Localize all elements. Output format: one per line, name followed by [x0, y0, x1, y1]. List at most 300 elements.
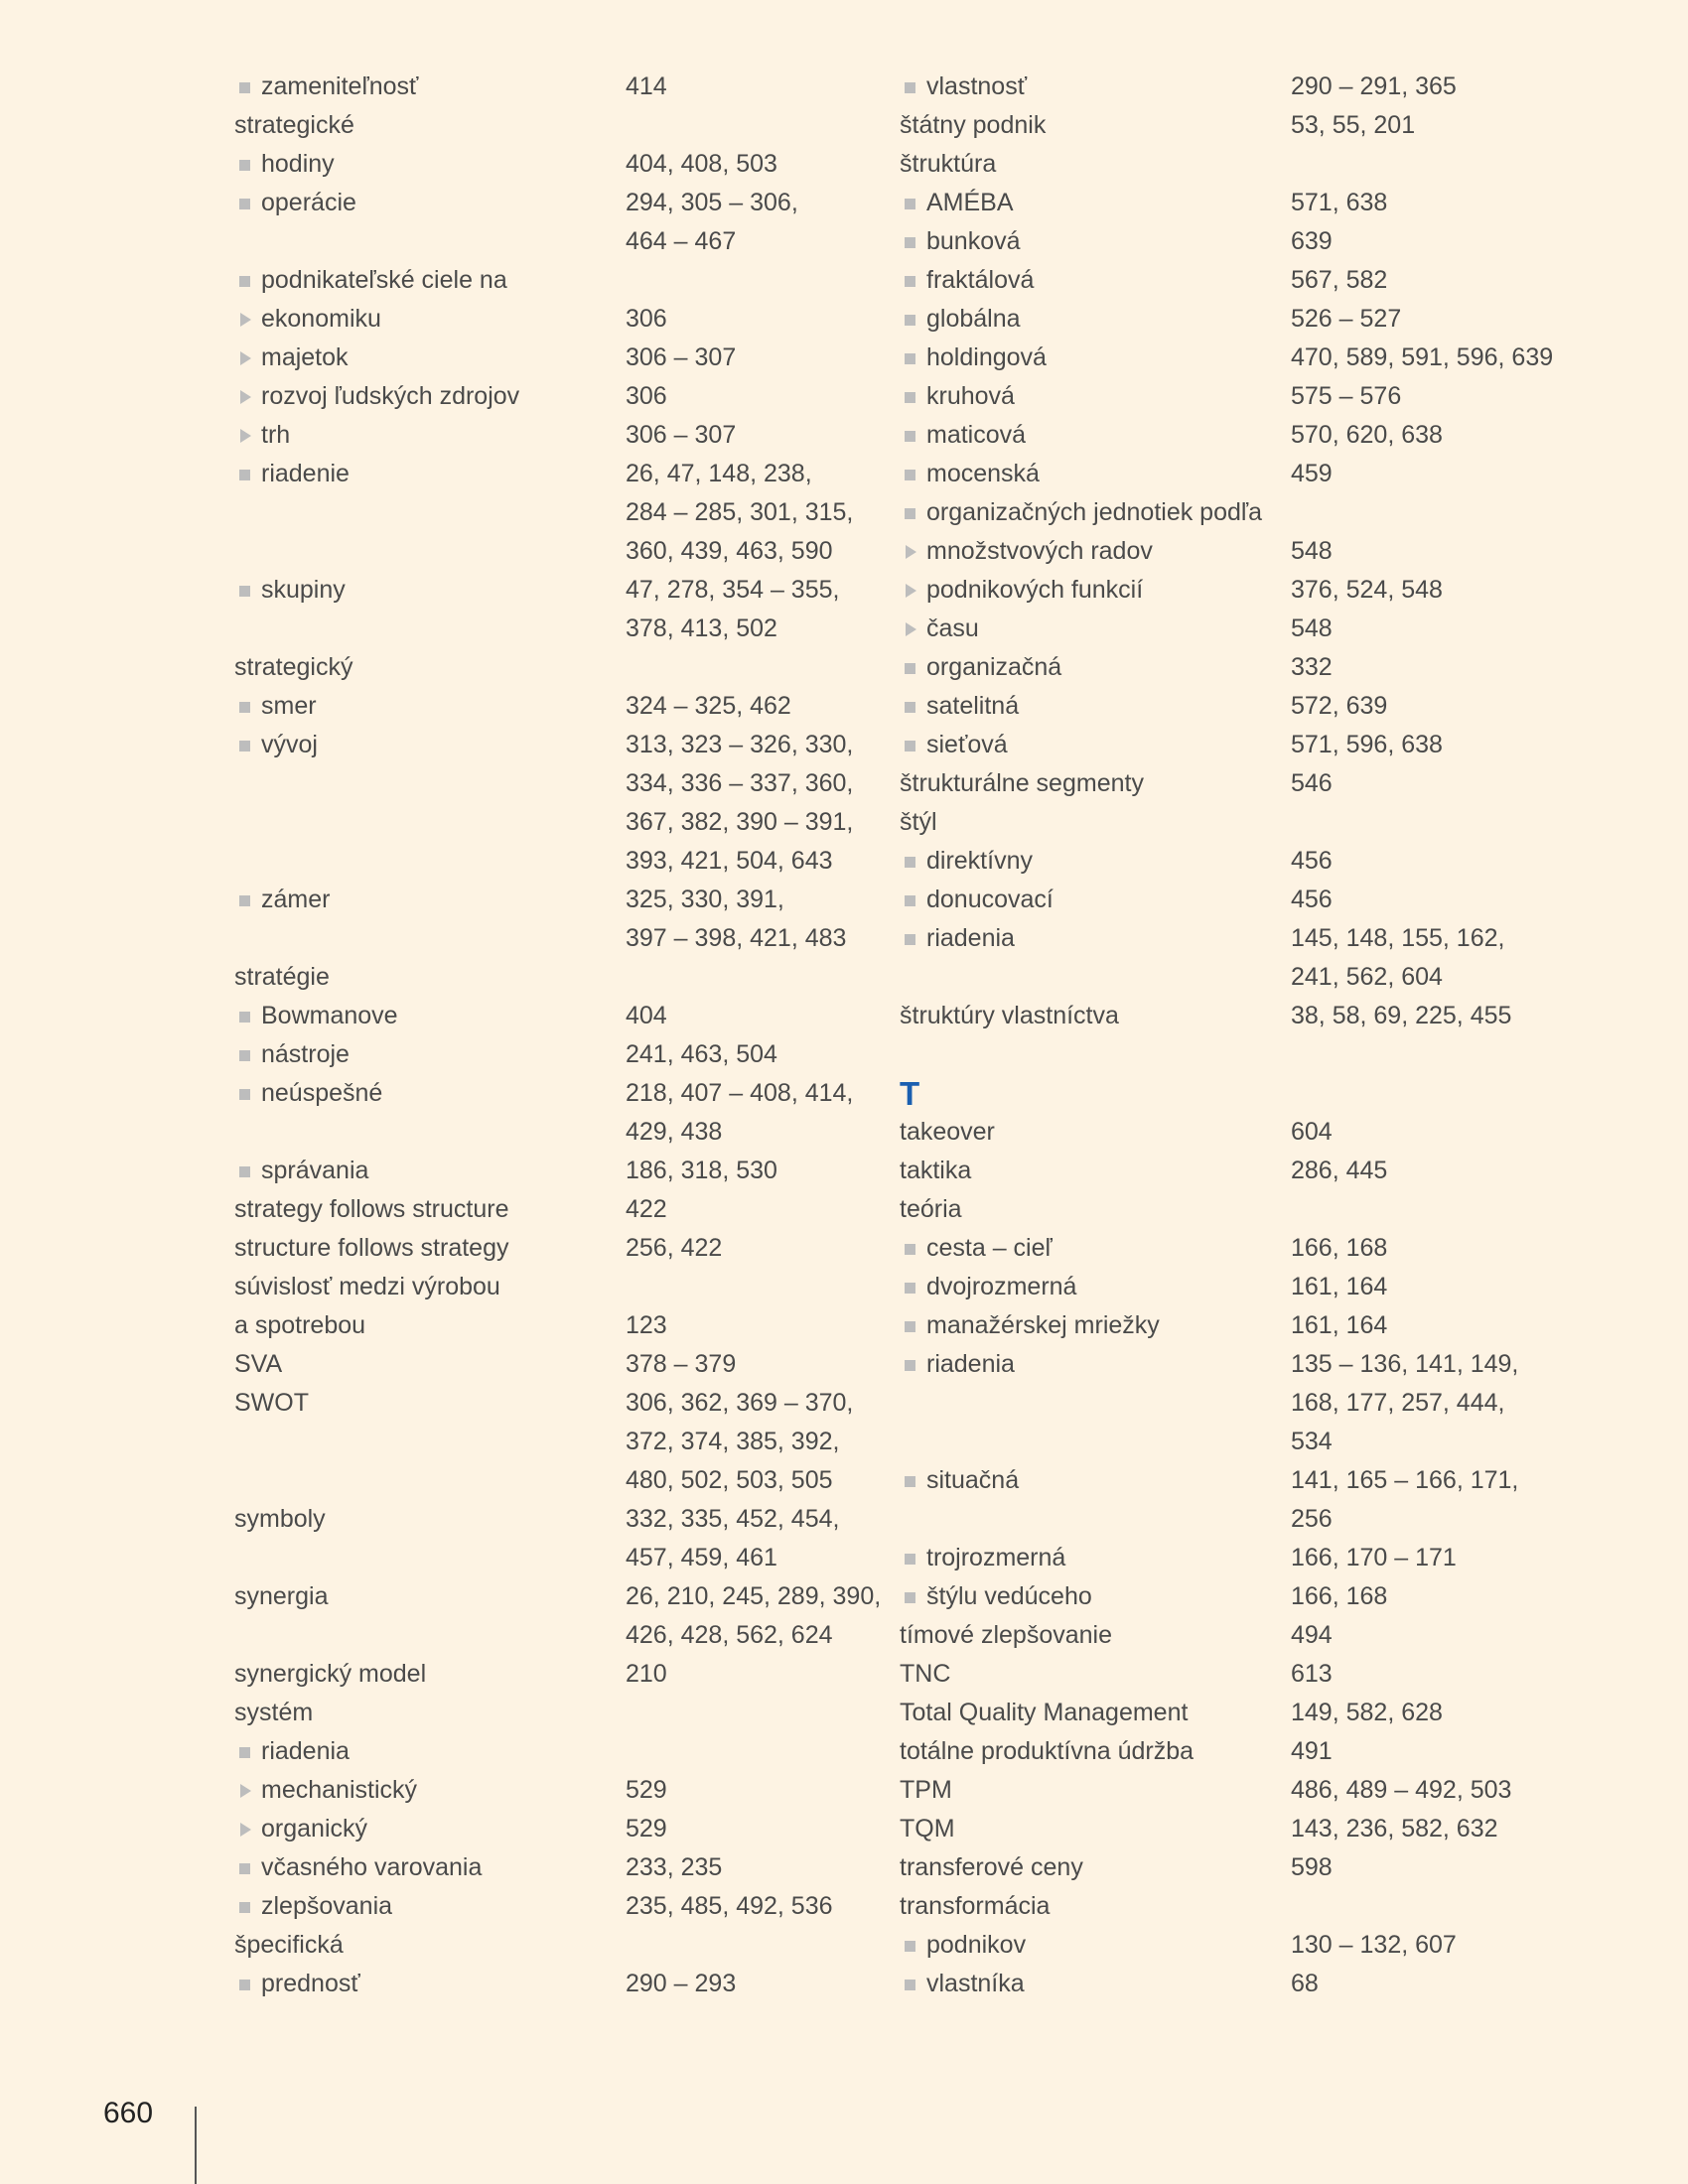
index-term: včasného varovania — [261, 1853, 483, 1881]
index-entry-continuation — [234, 842, 870, 881]
square-bullet-icon — [900, 1461, 926, 1500]
index-subentry — [900, 455, 1535, 493]
square-bullet-icon — [900, 1306, 926, 1345]
index-entry-continuation — [900, 958, 1535, 997]
index-entry — [900, 1113, 1535, 1152]
index-subentry — [900, 1539, 1535, 1577]
index-entry — [900, 803, 1535, 842]
index-term: štátny podnik — [900, 111, 1047, 139]
index-page-refs: 325, 330, 391, — [626, 886, 784, 913]
index-subentry — [900, 1577, 1535, 1616]
index-entry — [234, 1190, 870, 1229]
index-term: prednosť — [261, 1970, 360, 1997]
triangle-bullet-icon — [900, 610, 926, 648]
index-entry — [234, 1694, 870, 1732]
index-subentry — [900, 339, 1554, 377]
index-subentry — [234, 339, 870, 377]
index-subentry — [900, 1926, 1535, 1965]
index-page-refs: 393, 421, 504, 643 — [626, 847, 833, 875]
square-bullet-icon — [234, 881, 261, 919]
index-page-refs: 123 — [626, 1311, 667, 1339]
index-term: skupiny — [261, 576, 346, 604]
index-page-refs: 145, 148, 155, 162, — [1291, 924, 1505, 952]
square-bullet-icon — [900, 493, 926, 532]
index-subentry — [900, 184, 1535, 222]
index-entry — [900, 106, 1535, 145]
index-term: štýl — [900, 808, 937, 836]
index-page-refs: 284 – 285, 301, 315, — [626, 498, 854, 526]
index-page-refs: 332, 335, 452, 454, — [626, 1505, 840, 1533]
page-number: 660 — [103, 2097, 154, 2129]
index-term: holdingová — [926, 343, 1047, 371]
index-entry-continuation — [900, 1423, 1535, 1461]
square-bullet-icon — [900, 726, 926, 764]
triangle-bullet-icon — [234, 416, 261, 455]
index-page-refs: 168, 177, 257, 444, — [1291, 1389, 1505, 1417]
index-term: direktívny — [926, 847, 1033, 875]
index-page-refs: 598 — [1291, 1853, 1333, 1881]
square-bullet-icon — [234, 455, 261, 493]
triangle-bullet-icon — [234, 339, 261, 377]
index-page-refs: 548 — [1291, 537, 1333, 565]
index-page-refs: 567, 582 — [1291, 266, 1388, 294]
index-term: kruhová — [926, 382, 1015, 410]
footer-divider — [195, 2107, 197, 2184]
square-bullet-icon — [234, 687, 261, 726]
index-subentry — [900, 881, 1535, 919]
index-page-refs: 143, 236, 582, 632 — [1291, 1815, 1498, 1843]
index-page-refs: 141, 165 – 166, 171, — [1291, 1466, 1519, 1494]
index-page-refs: 135 – 136, 141, 149, — [1291, 1350, 1519, 1378]
index-term: a spotrebou — [234, 1311, 366, 1339]
index-term: organický — [261, 1815, 367, 1843]
index-page-refs: 294, 305 – 306, — [626, 189, 798, 216]
square-bullet-icon — [234, 571, 261, 610]
index-subentry — [234, 881, 870, 919]
index-term: takeover — [900, 1118, 995, 1146]
square-bullet-icon — [900, 416, 926, 455]
index-subentry — [900, 300, 1535, 339]
index-page-refs: 378, 413, 502 — [626, 614, 777, 642]
index-term: mocenská — [926, 460, 1040, 487]
index-page-refs: 456 — [1291, 886, 1333, 913]
square-bullet-icon — [234, 68, 261, 106]
index-page-refs: 422 — [626, 1195, 667, 1223]
index-page-refs: 306 – 307 — [626, 421, 737, 449]
index-subentry — [900, 648, 1535, 687]
index-entry-continuation — [234, 1616, 870, 1655]
index-page-refs: 166, 170 – 171 — [1291, 1544, 1457, 1571]
index-subentry — [234, 416, 870, 455]
index-page-refs: 47, 278, 354 – 355, — [626, 576, 840, 604]
index-page-refs: 256, 422 — [626, 1234, 723, 1262]
index-term: sieťová — [926, 731, 1008, 758]
index-page-refs: 376, 524, 548 — [1291, 576, 1443, 604]
index-page-refs: 149, 582, 628 — [1291, 1699, 1443, 1726]
index-page-refs: 241, 562, 604 — [1291, 963, 1443, 991]
index-term: TNC — [900, 1660, 951, 1688]
square-bullet-icon — [234, 1965, 261, 2003]
index-subentry — [900, 68, 1535, 106]
index-page-refs: 429, 438 — [626, 1118, 723, 1146]
index-entry — [900, 1810, 1535, 1848]
square-bullet-icon — [234, 1848, 261, 1887]
index-page-refs: 161, 164 — [1291, 1311, 1388, 1339]
index-entry — [900, 1694, 1535, 1732]
triangle-bullet-icon — [900, 571, 926, 610]
square-bullet-icon — [234, 997, 261, 1035]
index-term: organizačná — [926, 653, 1062, 681]
index-term: hodiny — [261, 150, 335, 178]
index-term: SWOT — [234, 1389, 309, 1417]
index-entry-continuation — [900, 1500, 1535, 1539]
index-column-right — [900, 68, 1554, 2003]
index-term: transformácia — [900, 1892, 1051, 1920]
index-entry — [900, 997, 1535, 1035]
index-page-refs: 571, 638 — [1291, 189, 1388, 216]
index-subentry — [900, 1306, 1535, 1345]
index-subentry — [900, 571, 1535, 610]
index-term: operácie — [261, 189, 356, 216]
triangle-bullet-icon — [234, 1810, 261, 1848]
index-page-refs: 546 — [1291, 769, 1333, 797]
square-bullet-icon — [234, 184, 261, 222]
index-entry-continuation — [234, 1423, 870, 1461]
index-subentry — [234, 1732, 870, 1771]
index-page-refs: 26, 47, 148, 238, — [626, 460, 812, 487]
index-subentry — [234, 455, 870, 493]
index-term: transferové ceny — [900, 1853, 1083, 1881]
index-subentry — [234, 571, 870, 610]
index-term: neúspešné — [261, 1079, 383, 1107]
index-term: satelitná — [926, 692, 1020, 720]
index-term: správania — [261, 1157, 369, 1184]
square-bullet-icon — [900, 842, 926, 881]
index-subentry — [900, 1965, 1535, 2003]
index-term: riadenia — [261, 1737, 350, 1765]
triangle-bullet-icon — [234, 377, 261, 416]
index-subentry — [234, 300, 870, 339]
index-subentry — [900, 1345, 1535, 1384]
index-term: totálne produktívna údržba — [900, 1737, 1195, 1765]
square-bullet-icon — [234, 1152, 261, 1190]
index-term: súvislosť medzi výrobou — [234, 1273, 500, 1300]
index-page-refs: 218, 407 – 408, 414, — [626, 1079, 854, 1107]
square-bullet-icon — [900, 377, 926, 416]
index-entry-continuation — [234, 803, 870, 842]
index-term: Total Quality Management — [900, 1699, 1189, 1726]
square-bullet-icon — [900, 68, 926, 106]
index-subentry — [900, 1229, 1535, 1268]
index-entry-continuation — [234, 532, 870, 571]
index-subentry — [234, 1771, 870, 1810]
index-term: podnikateľské ciele na — [261, 266, 507, 294]
index-page-refs: 378 – 379 — [626, 1350, 737, 1378]
index-term: mechanistický — [261, 1776, 417, 1804]
index-term: množstvových radov — [926, 537, 1153, 565]
index-page-refs: 161, 164 — [1291, 1273, 1388, 1300]
index-page-refs: 570, 620, 638 — [1291, 421, 1443, 449]
index-page-refs: 360, 439, 463, 590 — [626, 537, 833, 565]
index-subentry — [234, 687, 870, 726]
index-term: ekonomiku — [261, 305, 381, 333]
index-term: zámer — [261, 886, 331, 913]
index-entry — [234, 1577, 882, 1616]
square-bullet-icon — [234, 1732, 261, 1771]
index-page-refs: 534 — [1291, 1428, 1333, 1455]
index-subentry — [234, 1810, 870, 1848]
index-subentry — [900, 687, 1535, 726]
index-page-refs: 324 – 325, 462 — [626, 692, 791, 720]
index-entry — [234, 958, 870, 997]
index-term: trojrozmerná — [926, 1544, 1066, 1571]
index-subentry — [234, 1035, 870, 1074]
index-term: manažérskej mriežky — [926, 1311, 1160, 1339]
square-bullet-icon — [900, 1268, 926, 1306]
index-page-refs: 367, 382, 390 – 391, — [626, 808, 854, 836]
index-subentry — [900, 726, 1535, 764]
index-subentry — [234, 145, 870, 184]
index-entry — [234, 1655, 870, 1694]
index-page-refs: 233, 235 — [626, 1853, 723, 1881]
square-bullet-icon — [900, 300, 926, 339]
index-page-refs: 186, 318, 530 — [626, 1157, 777, 1184]
index-term: štruktúry vlastníctva — [900, 1002, 1119, 1029]
index-term: Bowmanove — [261, 1002, 398, 1029]
index-entry — [900, 1732, 1535, 1771]
index-term: structure follows strategy — [234, 1234, 509, 1262]
index-column-left — [234, 68, 882, 2003]
index-entry — [900, 1655, 1535, 1694]
index-term: riadenia — [926, 924, 1015, 952]
square-bullet-icon — [234, 261, 261, 300]
square-bullet-icon — [234, 1887, 261, 1926]
index-subentry — [900, 377, 1535, 416]
index-entry-continuation — [234, 764, 870, 803]
index-entry — [900, 1152, 1535, 1190]
square-bullet-icon — [234, 1074, 261, 1113]
index-term: nástroje — [261, 1040, 350, 1068]
index-entry — [900, 1616, 1535, 1655]
index-subentry — [900, 416, 1535, 455]
index-entry — [234, 1926, 870, 1965]
index-page-refs: 480, 502, 503, 505 — [626, 1466, 833, 1494]
index-entry — [900, 764, 1535, 803]
index-subentry — [234, 184, 870, 222]
index-entry — [900, 1771, 1535, 1810]
index-page-refs: 38, 58, 69, 225, 455 — [1291, 1002, 1512, 1029]
index-subentry — [234, 261, 870, 300]
index-term: strategický — [234, 653, 353, 681]
index-term: riadenia — [926, 1350, 1015, 1378]
index-page-refs: 414 — [626, 72, 667, 100]
section-letter-heading: T — [900, 1075, 920, 1112]
index-entry — [234, 1500, 870, 1539]
index-term: tímové zlepšovanie — [900, 1621, 1113, 1649]
index-page-refs: 332 — [1291, 653, 1333, 681]
index-term: podnikov — [926, 1931, 1027, 1959]
index-subentry — [234, 1887, 870, 1926]
square-bullet-icon — [900, 1926, 926, 1965]
index-page-refs: 575 – 576 — [1291, 382, 1402, 410]
index-term: cesta – cieľ — [926, 1234, 1053, 1262]
index-page-refs: 256 — [1291, 1505, 1333, 1533]
index-page-refs: 306, 362, 369 – 370, — [626, 1389, 854, 1417]
index-page-refs: 604 — [1291, 1118, 1333, 1146]
square-bullet-icon — [234, 1035, 261, 1074]
section-spacer — [900, 1035, 1535, 1074]
index-subentry — [234, 726, 870, 764]
index-term: riadenie — [261, 460, 350, 487]
index-term: času — [926, 614, 979, 642]
square-bullet-icon — [900, 1965, 926, 2003]
index-term: špecifická — [234, 1931, 344, 1959]
square-bullet-icon — [900, 184, 926, 222]
index-entry-continuation — [234, 493, 870, 532]
square-bullet-icon — [900, 455, 926, 493]
index-entry-continuation — [234, 919, 870, 958]
index-page-refs: 397 – 398, 421, 483 — [626, 924, 847, 952]
index-term: donucovací — [926, 886, 1054, 913]
index-entry-continuation — [234, 1113, 870, 1152]
index-entry — [234, 1384, 870, 1423]
index-page-refs: 235, 485, 492, 536 — [626, 1892, 833, 1920]
index-term: vlastníka — [926, 1970, 1025, 1997]
index-page-refs: 426, 428, 562, 624 — [626, 1621, 833, 1649]
index-page-refs: 404 — [626, 1002, 667, 1029]
index-term: synergia — [234, 1582, 329, 1610]
index-page-refs: 456 — [1291, 847, 1333, 875]
index-page-refs: 486, 489 – 492, 503 — [1291, 1776, 1512, 1804]
index-subentry — [900, 610, 1535, 648]
index-entry — [900, 1848, 1535, 1887]
index-term: bunková — [926, 227, 1021, 255]
index-page-refs: 306 – 307 — [626, 343, 737, 371]
square-bullet-icon — [900, 919, 926, 958]
square-bullet-icon — [900, 1539, 926, 1577]
square-bullet-icon — [900, 339, 926, 377]
index-entry — [234, 648, 870, 687]
index-page-refs: 290 – 293 — [626, 1970, 737, 1997]
index-term: TQM — [900, 1815, 955, 1843]
index-page-refs: 548 — [1291, 614, 1333, 642]
index-page-refs: 470, 589, 591, 596, 639 — [1291, 343, 1554, 371]
index-entry — [234, 106, 870, 145]
square-bullet-icon — [900, 1229, 926, 1268]
index-entry-continuation — [234, 1461, 870, 1500]
index-term: maticová — [926, 421, 1027, 449]
index-subentry — [234, 1152, 870, 1190]
index-page-refs: 571, 596, 638 — [1291, 731, 1443, 758]
square-bullet-icon — [900, 261, 926, 300]
index-term: podnikových funkcií — [926, 576, 1144, 604]
index-page-refs: 529 — [626, 1776, 667, 1804]
index-term: zameniteľnosť — [261, 72, 419, 100]
index-page-refs: 241, 463, 504 — [626, 1040, 777, 1068]
square-bullet-icon — [234, 726, 261, 764]
index-page-refs: 166, 168 — [1291, 1234, 1388, 1262]
index-term: zlepšovania — [261, 1892, 393, 1920]
index-subentry — [900, 493, 1535, 532]
index-term: organizačných jednotiek podľa — [926, 498, 1263, 526]
index-term: strategické — [234, 111, 354, 139]
index-page-refs: 372, 374, 385, 392, — [626, 1428, 840, 1455]
index-page-refs: 26, 210, 245, 289, 390, — [626, 1582, 882, 1610]
index-entry-continuation — [234, 610, 870, 648]
square-bullet-icon — [900, 1345, 926, 1384]
index-term: situačná — [926, 1466, 1020, 1494]
index-page-refs: 464 – 467 — [626, 227, 737, 255]
index-page-refs: 491 — [1291, 1737, 1333, 1765]
index-entry-continuation — [900, 1384, 1535, 1423]
triangle-bullet-icon — [234, 1771, 261, 1810]
index-page-refs: 404, 408, 503 — [626, 150, 777, 178]
index-subentry — [234, 1074, 870, 1113]
index-subentry — [900, 1268, 1535, 1306]
index-entry — [234, 1306, 870, 1345]
index-page-refs: 334, 336 – 337, 360, — [626, 769, 854, 797]
square-bullet-icon — [234, 145, 261, 184]
index-page-refs: 210 — [626, 1660, 667, 1688]
index-term: dvojrozmerná — [926, 1273, 1077, 1300]
triangle-bullet-icon — [234, 300, 261, 339]
index-term: štýlu vedúceho — [926, 1582, 1092, 1610]
index-entry — [234, 1229, 870, 1268]
index-subentry — [900, 222, 1535, 261]
index-term: stratégie — [234, 963, 330, 991]
index-page-refs: 166, 168 — [1291, 1582, 1388, 1610]
square-bullet-icon — [900, 881, 926, 919]
index-page-refs: 53, 55, 201 — [1291, 111, 1416, 139]
index-term: štrukturálne segmenty — [900, 769, 1144, 797]
index-term: symboly — [234, 1505, 326, 1533]
index-entry — [234, 1268, 870, 1306]
index-term: globálna — [926, 305, 1021, 333]
index-page-refs: 68 — [1291, 1970, 1319, 1997]
index-page-refs: 529 — [626, 1815, 667, 1843]
index-term: vlastnosť — [926, 72, 1028, 100]
index-entry — [900, 1190, 1535, 1229]
index-page-refs: 286, 445 — [1291, 1157, 1388, 1184]
index-page-refs: 613 — [1291, 1660, 1333, 1688]
index-subentry — [900, 842, 1535, 881]
index-term: teória — [900, 1195, 962, 1223]
index-page-refs: 130 – 132, 607 — [1291, 1931, 1457, 1959]
triangle-bullet-icon — [900, 532, 926, 571]
index-subentry — [234, 377, 870, 416]
index-term: fraktálová — [926, 266, 1035, 294]
index-subentry — [900, 919, 1535, 958]
index-page-refs: 306 — [626, 382, 667, 410]
square-bullet-icon — [900, 222, 926, 261]
index-term: AMÉBA — [926, 189, 1014, 216]
index-subentry — [900, 261, 1535, 300]
index-term: strategy follows structure — [234, 1195, 509, 1223]
index-term: taktika — [900, 1157, 972, 1184]
index-subentry — [900, 532, 1535, 571]
index-page-refs: 572, 639 — [1291, 692, 1388, 720]
index-term: TPM — [900, 1776, 952, 1804]
index-subentry — [234, 68, 870, 106]
index-term: štruktúra — [900, 150, 997, 178]
index-entry-continuation — [234, 1539, 870, 1577]
index-entry-continuation — [234, 222, 870, 261]
index-term: systém — [234, 1699, 314, 1726]
index-subentry — [234, 997, 870, 1035]
index-entry — [900, 145, 1535, 184]
index-page-refs: 526 – 527 — [1291, 305, 1402, 333]
index-entry — [234, 1345, 870, 1384]
